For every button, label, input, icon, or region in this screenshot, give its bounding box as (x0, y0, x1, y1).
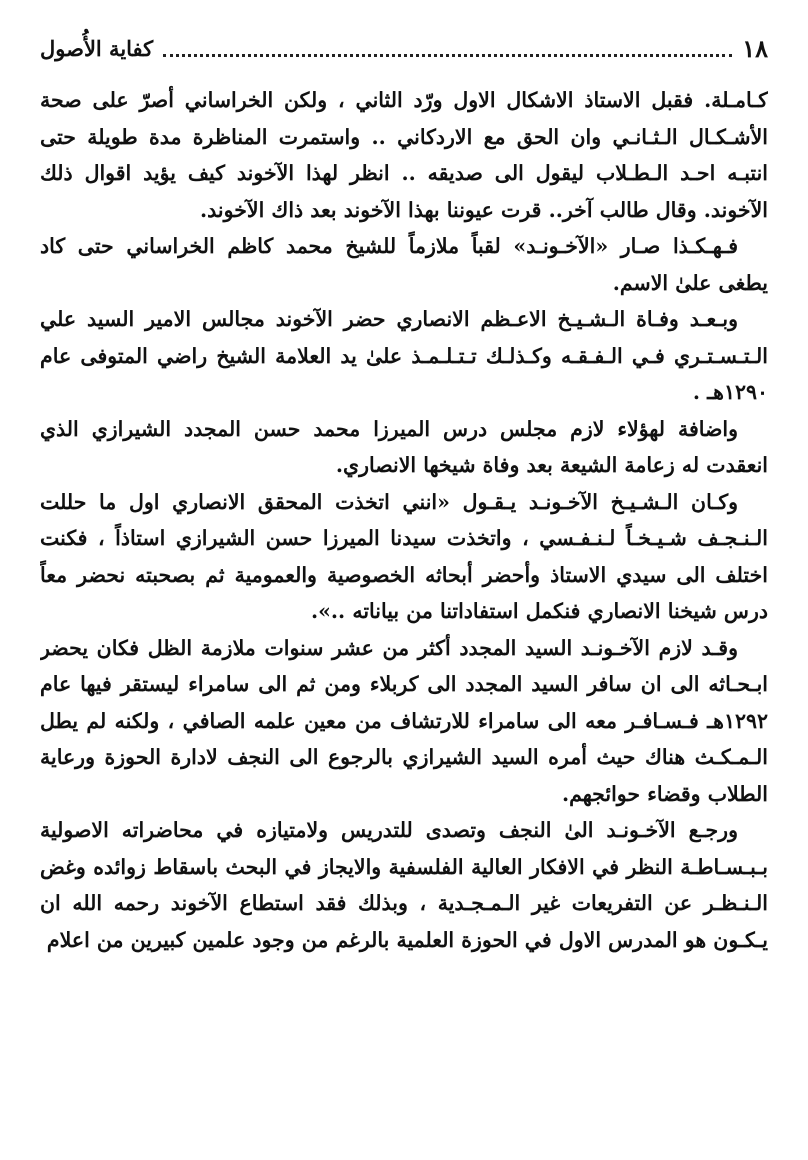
dotted-leader (163, 54, 732, 57)
paragraph: ورجـع الآخـونـد الىٰ النجف وتصدى للتدريس ولامتيازه في محاضراته الاصولية بـبـسـاطـة النظر في الافكار العالية الفلسفية والايجاز في البحث باسقاط زوائده وغض الـنـظـر عن التفريعات غير الـمـجـدية ، وبذلك فقد استطاع الآخوند رحمه الله ان يـكـون هو المدرس الاول في الحوزة العلمية بالرغم من وجود علمين كبيرين من اعلام (40, 818, 768, 952)
page-number: ١٨ (742, 34, 768, 63)
book-page (40, 28, 768, 1140)
page-text (40, 82, 768, 958)
paragraph: وبـعـد وفـاة الـشـيـخ الاعـظم الانصاري حضر الآخوند مجالس الامير السيد علي الـتـسـتـري فـي الـفـقـه وكـذلـك تـتـلـمـذ علىٰ يد العلامة الشيخ راضي المتوفى عام ١٢٩٠هـ . (40, 307, 768, 404)
book-title: كفاية الأُصول (40, 36, 154, 61)
paragraph: فـهـكـذا صـار «الآخـونـد» لقباً ملازماً للشيخ محمد كاظم الخراساني حتى كاد يطغى علىٰ الاسم. (40, 234, 768, 295)
paragraph: واضافة لهؤلاء لازم مجلس درس الميرزا محمد حسن المجدد الشيرازي الذي انعقدت له زعامة الشيعة بعد وفاة شيخها الانصاري. (40, 416, 768, 477)
paragraph: وكـان الـشـيـخ الآخـونـد يـقـول «انني اتخذت المحقق الانصاري اول ما حللت الـنـجـف شـيـخـاً لـنـفـسي ، واتخذت سيدنا الميرزا حسن الشيرازي استاذاً ، فكنت اختلف الى سيدي الاستاذ وأحضر أبحاثه الخصوصية والعمومية ثم بصحبته نحضر معاً درس شيخنا الانصاري فنكمل استفاداتنا من بياناته ..». (40, 489, 768, 623)
running-header (40, 28, 768, 70)
paragraph: وقـد لازم الآخـونـد السيد المجدد أكثر من عشر سنوات ملازمة الظل فكان يحضر ابـحـاثه الى ان سافر السيد المجدد الى كربلاء ومن ثم الى سامراء ليستقر فيها عام ١٢٩٢هـ فـسـافـر معه الى سامراء للارتشاف من معين علمه الصافي ، ولكنه لم يطل الـمـكـث هناك حيث أمره السيد الشيرازي بالرجوع الى النجف لادارة الحوزة ورعاية الطلاب وقضاء حوائجهم. (40, 635, 768, 806)
paragraph: كـامـلة. فقبل الاستاذ الاشكال الاول ورّد الثاني ، ولكن الخراساني أصرّ على صحة الأشـكـال الـثـانـي وان الحق مع الاردكاني .. واستمرت المناظرة مدة طويلة حتى انتبـه احـد الـطـلاب ليقول الى صديقه .. انظر لهذا الآخوند كيف يؤيد اقوال ذلك الآخوند. وقال طالب آخر.. قرت عيوننا بهذا الآخوند بعد ذاك الآخوند. (40, 88, 768, 222)
